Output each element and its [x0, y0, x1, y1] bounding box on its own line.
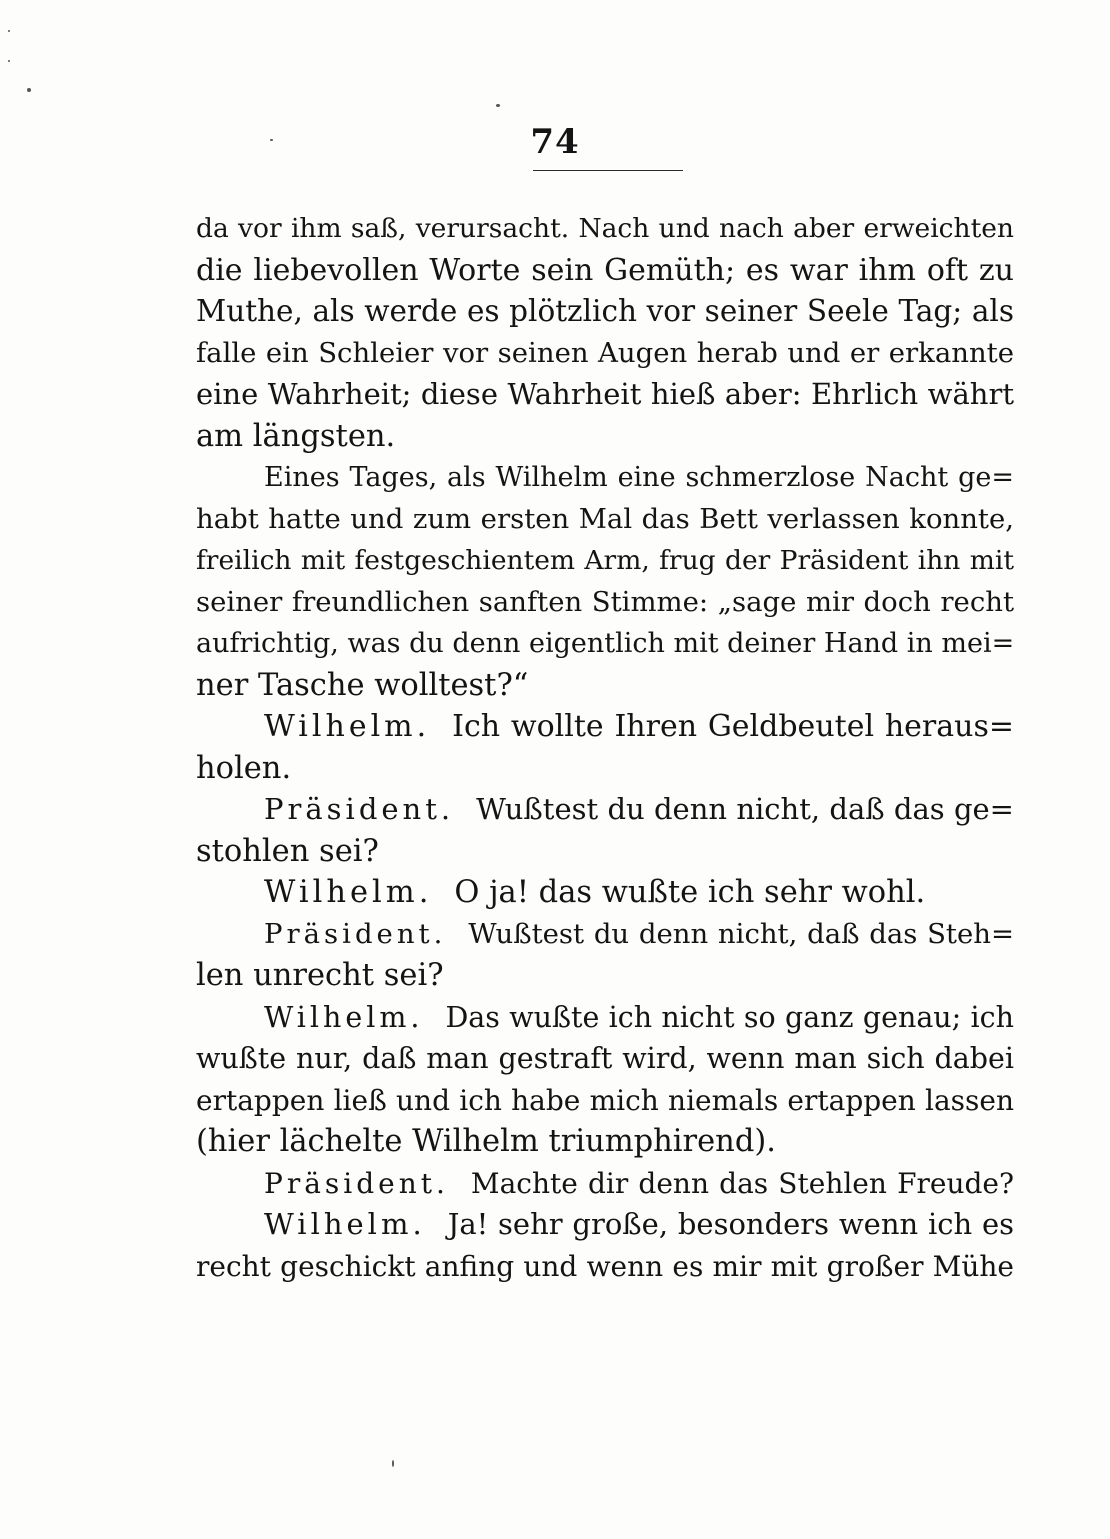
- dialogue-line: Präsident. Wußtest du denn nicht, daß das ge=: [264, 792, 1014, 826]
- text-line: da vor ihm saß, verursacht. Nach und nach aber erweichten: [196, 213, 1014, 244]
- dialogue-line: Präsident. Wußtest du denn nicht, daß das Steh=: [264, 917, 1014, 950]
- dialogue-line: Wilhelm. Das wußte ich nicht so ganz genau; ich: [264, 1000, 1014, 1034]
- body-text: [196, 208, 1014, 1287]
- text-line: ertappen ließ und ich habe mich niemals ertappen lassen: [196, 1083, 1014, 1117]
- scan-speck: [392, 1460, 394, 1467]
- text-line: stohlen sei?: [196, 833, 379, 869]
- text-line: len unrecht sei?: [196, 958, 444, 993]
- text-line: eine Wahrheit; diese Wahrheit hieß aber: Ehrlich währt: [196, 377, 1014, 411]
- text-line: holen.: [196, 750, 292, 786]
- text-line: ner Tasche wolltest?“: [196, 667, 529, 703]
- scan-speck: [8, 60, 10, 62]
- text-line: seiner freundlichen sanften Stimme: „sage mir doch recht: [196, 585, 1014, 618]
- text-line: freilich mit festgeschientem Arm, frug der Präsident ihn mit: [196, 545, 1014, 576]
- dialogue-line: Wilhelm. Ja! sehr große, besonders wenn ich es: [264, 1207, 1014, 1241]
- text-line: am längsten.: [196, 418, 396, 454]
- text-line: falle ein Schleier vor seinen Augen herab und er erkannte: [196, 336, 1014, 369]
- scan-speck: [8, 30, 10, 32]
- scan-speck: [27, 88, 31, 92]
- speaker-name: Wilhelm.: [264, 875, 433, 910]
- page-number: 74: [530, 122, 580, 162]
- scan-speck: [270, 139, 273, 141]
- speaker-name: Wilhelm.: [264, 1207, 426, 1241]
- speaker-name: Präsident.: [264, 792, 455, 826]
- speaker-name: Präsident.: [264, 917, 447, 950]
- text-line: wußte nur, daß man gestraft wird, wenn man sich dabei: [196, 1042, 1014, 1075]
- header-rule: [533, 170, 683, 171]
- dialogue-line: Präsident. Machte dir denn das Stehlen Freude?: [264, 1166, 1014, 1200]
- text-line: die liebevollen Worte sein Gemüth; es war ihm oft zu: [196, 252, 1014, 288]
- scan-speck: [496, 104, 500, 107]
- speaker-name: Präsident.: [264, 1166, 449, 1200]
- dialogue-line: Wilhelm. Ich wollte Ihren Geldbeutel heraus=: [264, 709, 1014, 744]
- text-line: habt hatte und zum ersten Mal das Bett verlassen konnte,: [196, 502, 1014, 535]
- text-line: (hier lächelte Wilhelm triumphirend).: [196, 1124, 776, 1159]
- text-line: Eines Tages, als Wilhelm eine schmerzlose Nacht ge=: [264, 462, 1014, 493]
- dialogue-line: Wilhelm. O ja! das wußte ich sehr wohl.: [264, 875, 926, 910]
- text-line: Muthe, als werde es plötzlich vor seiner Seele Tag; als: [196, 294, 1014, 328]
- text-line: aufrichtig, was du denn eigentlich mit deiner Hand in mei=: [196, 628, 1014, 659]
- text-line: recht geschickt anfing und wenn es mir mit großer Mühe: [196, 1249, 1014, 1283]
- speaker-name: Wilhelm.: [264, 1000, 424, 1034]
- speaker-name: Wilhelm.: [264, 709, 431, 744]
